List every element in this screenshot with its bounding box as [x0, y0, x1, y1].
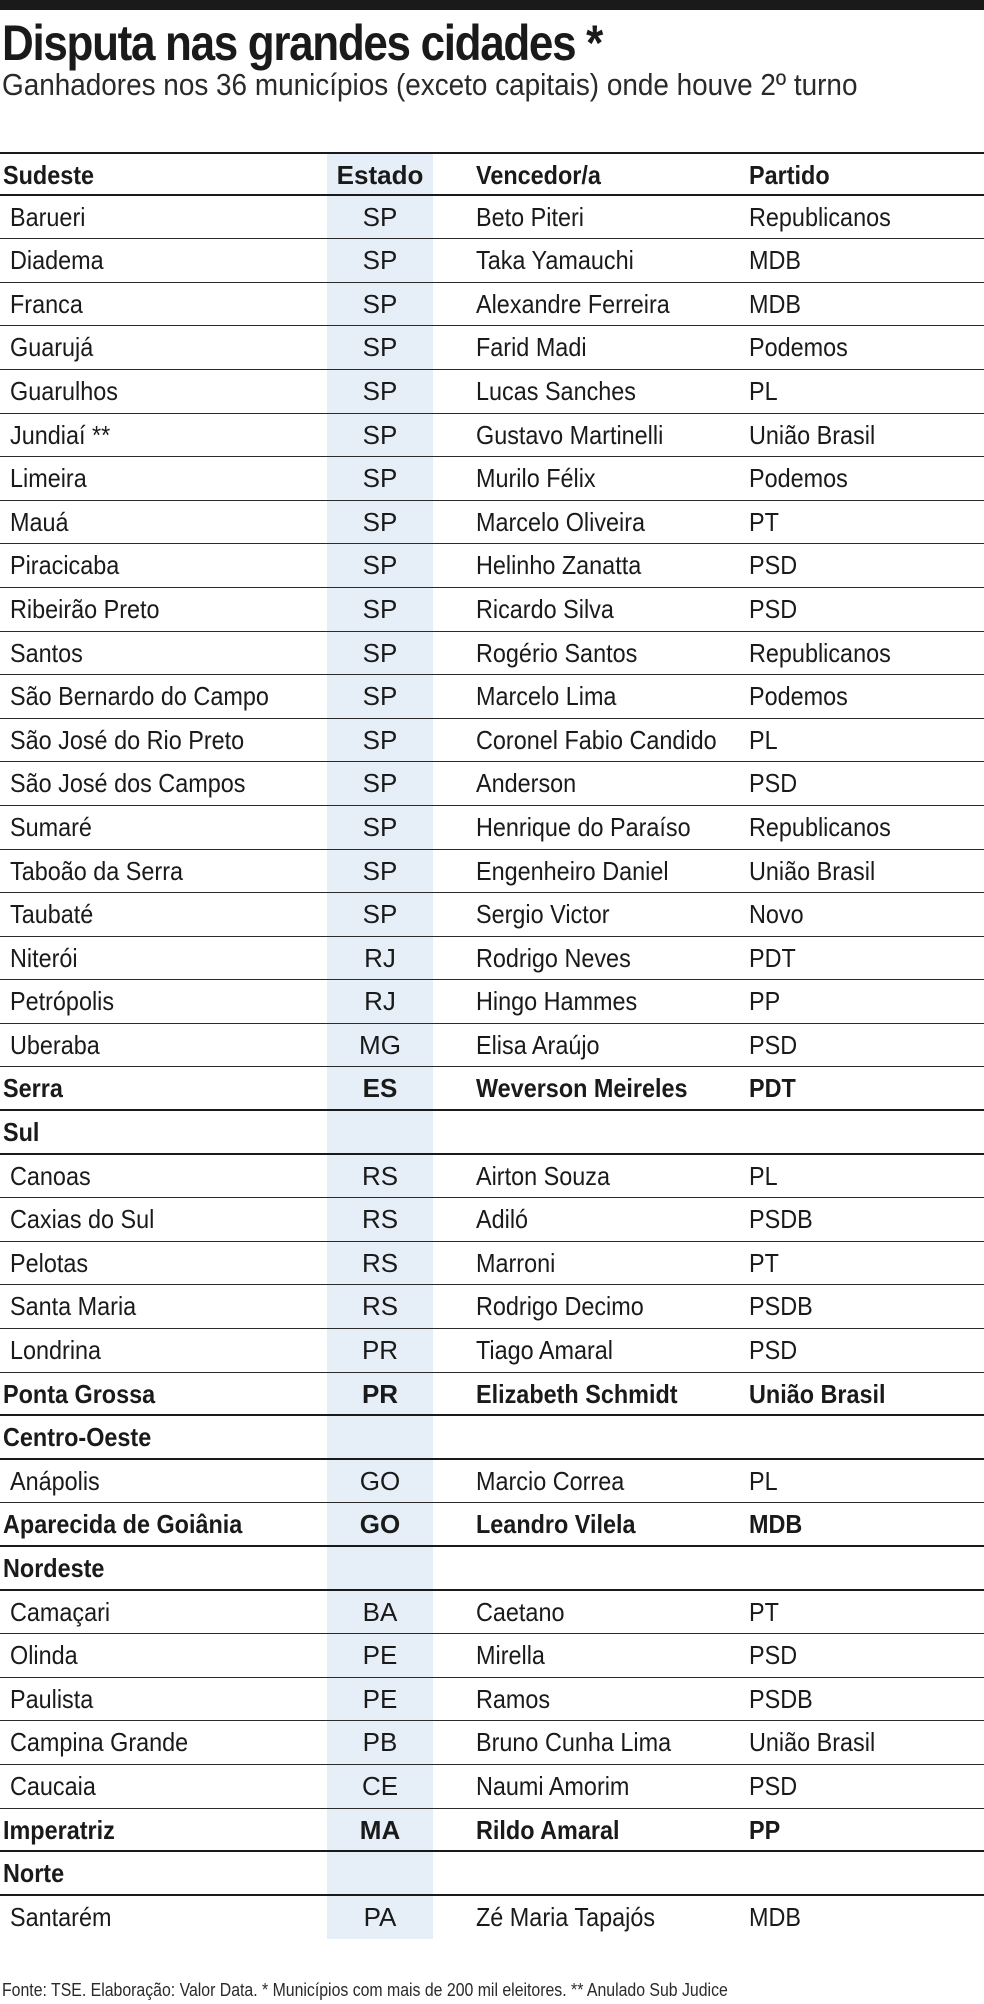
table-row	[0, 457, 984, 501]
table-row	[0, 1721, 984, 1765]
vencedor-cell: Rodrigo Decimo	[476, 1291, 644, 1322]
estado-cell: SP	[362, 463, 398, 494]
estado-cell: RJ	[364, 942, 396, 973]
partido-cell: Podemos	[749, 681, 848, 712]
table-row	[0, 1155, 984, 1199]
estado-cell: SP	[362, 855, 398, 886]
partido-cell: PSD	[749, 1029, 798, 1060]
municipio-cell: São Bernardo do Campo	[10, 681, 269, 712]
municipio-cell: São José do Rio Preto	[10, 724, 245, 755]
partido-cell: PP	[749, 986, 781, 1017]
table-row	[0, 1329, 984, 1373]
vencedor-cell: Gustavo Martinelli	[476, 419, 664, 450]
table-row	[0, 1503, 984, 1547]
vencedor-cell: Adiló	[476, 1204, 529, 1235]
estado-cell: PR	[361, 1378, 399, 1409]
estado-cell: RJ	[364, 986, 396, 1017]
municipio-cell: Olinda	[10, 1640, 78, 1671]
partido-cell: Republicanos	[749, 201, 891, 232]
region-name: Norte	[3, 1858, 65, 1889]
partido-cell: Podemos	[749, 463, 848, 494]
table-row	[0, 1242, 984, 1286]
partido-cell: MDB	[749, 1901, 802, 1932]
municipio-cell: Imperatriz	[3, 1814, 115, 1845]
region-name: Sudeste	[3, 160, 95, 190]
partido-cell: União Brasil	[749, 855, 876, 886]
partido-cell: PDT	[749, 942, 796, 973]
partido-cell: União Brasil	[749, 419, 876, 450]
estado-cell: RS	[361, 1160, 399, 1191]
table-row	[0, 239, 984, 283]
municipio-cell: Petrópolis	[10, 986, 115, 1017]
municipio-cell: Franca	[10, 288, 83, 319]
vencedor-cell: Marcelo Lima	[476, 681, 617, 712]
partido-cell: Republicanos	[749, 637, 891, 668]
vencedor-cell: Marroni	[476, 1247, 556, 1278]
vencedor-cell: Lucas Sanches	[476, 375, 637, 406]
partido-cell: MDB	[749, 288, 802, 319]
partido-cell: União Brasil	[749, 1378, 886, 1409]
table-row	[0, 1373, 984, 1417]
table-row	[0, 326, 984, 370]
partido-cell: PL	[749, 375, 778, 406]
municipio-cell: Uberaba	[10, 1029, 100, 1060]
municipio-cell: Guarujá	[10, 332, 94, 363]
region-header-row	[0, 1111, 984, 1155]
partido-cell: PL	[749, 1160, 778, 1191]
estado-cell: CE	[361, 1770, 399, 1801]
estado-cell: ES	[362, 1073, 398, 1104]
region-header-row	[0, 1547, 984, 1591]
table-header-row	[0, 152, 984, 196]
municipio-cell: Diadema	[10, 245, 104, 276]
municipio-cell: Campina Grande	[10, 1727, 189, 1758]
estado-cell: SP	[362, 681, 398, 712]
municipio-cell: Santarém	[10, 1901, 112, 1932]
estado-cell: RS	[361, 1247, 399, 1278]
estado-cell: RS	[361, 1291, 399, 1322]
partido-cell: PSD	[749, 1640, 798, 1671]
table-row	[0, 1024, 984, 1068]
partido-cell: PSDB	[749, 1204, 813, 1235]
vencedor-cell: Ricardo Silva	[476, 593, 614, 624]
municipio-cell: Caxias do Sul	[10, 1204, 155, 1235]
municipio-cell: Santa Maria	[10, 1291, 137, 1322]
partido-cell: União Brasil	[749, 1727, 876, 1758]
region-header-row	[0, 1416, 984, 1460]
municipio-cell: Pelotas	[10, 1247, 89, 1278]
vencedor-cell: Murilo Félix	[476, 463, 596, 494]
partido-cell: Republicanos	[749, 811, 891, 842]
region-header-row	[0, 1852, 984, 1896]
vencedor-cell: Sergio Victor	[476, 899, 610, 930]
estado-cell: PE	[362, 1683, 398, 1714]
estado-cell: BA	[362, 1596, 398, 1627]
column-header-partido: Partido	[749, 160, 830, 190]
table-row	[0, 632, 984, 676]
table-row	[0, 1634, 984, 1678]
municipio-cell: Camaçari	[10, 1596, 111, 1627]
table-row	[0, 937, 984, 981]
estado-cell: SP	[362, 899, 398, 930]
estado-cell: SP	[362, 768, 398, 799]
vencedor-cell: Caetano	[476, 1596, 565, 1627]
vencedor-cell: Rildo Amaral	[476, 1814, 620, 1845]
municipio-cell: Canoas	[10, 1160, 91, 1191]
estado-cell: RS	[361, 1204, 399, 1235]
municipio-cell: Londrina	[10, 1335, 102, 1366]
vencedor-cell: Mirella	[476, 1640, 545, 1671]
vencedor-cell: Zé Maria Tapajós	[476, 1901, 656, 1932]
municipio-cell: Paulista	[10, 1683, 94, 1714]
table-row	[0, 283, 984, 327]
vencedor-cell: Farid Madi	[476, 332, 587, 363]
partido-cell: PSD	[749, 550, 798, 581]
municipio-cell: São José dos Campos	[10, 768, 246, 799]
estado-cell: SP	[362, 332, 398, 363]
partido-cell: PSD	[749, 1335, 798, 1366]
estado-cell: SP	[362, 550, 398, 581]
table-row	[0, 1765, 984, 1809]
table-row	[0, 1678, 984, 1722]
vencedor-cell: Bruno Cunha Lima	[476, 1727, 672, 1758]
partido-cell: PT	[749, 506, 779, 537]
estado-cell: SP	[362, 506, 398, 537]
municipio-cell: Santos	[10, 637, 83, 668]
estado-cell: SP	[362, 419, 398, 450]
partido-cell: Podemos	[749, 332, 848, 363]
municipio-cell: Jundiaí **	[10, 419, 111, 450]
municipio-cell: Niterói	[10, 942, 78, 973]
column-header-vencedor: Vencedor/a	[476, 160, 601, 190]
estado-cell: MG	[359, 1029, 401, 1060]
table-row	[0, 893, 984, 937]
region-name: Nordeste	[3, 1553, 105, 1583]
estado-cell: PB	[362, 1727, 398, 1758]
municipio-cell: Taubaté	[10, 899, 94, 930]
vencedor-cell: Airton Souza	[476, 1160, 610, 1191]
table-row	[0, 414, 984, 458]
vencedor-cell: Engenheiro Daniel	[476, 855, 669, 886]
municipio-cell: Aparecida de Goiânia	[3, 1509, 243, 1540]
vencedor-cell: Taka Yamauchi	[476, 245, 634, 276]
vencedor-cell: Helinho Zanatta	[476, 550, 642, 581]
estado-cell: SP	[362, 593, 398, 624]
municipio-cell: Serra	[3, 1073, 63, 1104]
region-name: Sul	[3, 1117, 40, 1148]
municipio-cell: Limeira	[10, 463, 87, 494]
vencedor-cell: Elizabeth Schmidt	[476, 1378, 678, 1409]
estado-cell: SP	[362, 637, 398, 668]
partido-cell: PL	[749, 1465, 778, 1496]
estado-cell: SP	[362, 288, 398, 319]
partido-cell: PSD	[749, 768, 798, 799]
vencedor-cell: Leandro Vilela	[476, 1509, 636, 1540]
vencedor-cell: Ramos	[476, 1683, 551, 1714]
page-title: Disputa nas grandes cidades *	[2, 15, 602, 71]
estado-cell: GO	[359, 1509, 401, 1540]
table-row	[0, 675, 984, 719]
table-row	[0, 501, 984, 545]
estado-cell: GO	[359, 1465, 401, 1496]
partido-cell: PT	[749, 1596, 779, 1627]
partido-cell: PSDB	[749, 1291, 813, 1322]
table-row	[0, 370, 984, 414]
partido-cell: PT	[749, 1247, 779, 1278]
vencedor-cell: Naumi Amorim	[476, 1770, 630, 1801]
municipio-cell: Caucaia	[10, 1770, 96, 1801]
table-row	[0, 1198, 984, 1242]
estado-cell: SP	[362, 201, 398, 232]
estado-cell: MA	[359, 1814, 401, 1845]
vencedor-cell: Henrique do Paraíso	[476, 811, 691, 842]
municipio-cell: Sumaré	[10, 811, 92, 842]
municipio-cell: Ponta Grossa	[3, 1378, 156, 1409]
partido-cell: PSD	[749, 1770, 798, 1801]
municipio-cell: Ribeirão Preto	[10, 593, 160, 624]
municipio-cell: Taboão da Serra	[10, 855, 184, 886]
municipio-cell: Guarulhos	[10, 375, 118, 406]
table-row	[0, 1809, 984, 1853]
vencedor-cell: Anderson	[476, 768, 577, 799]
top-rule	[0, 0, 984, 10]
table-row	[0, 1067, 984, 1111]
footnote: Fonte: TSE. Elaboração: Valor Data. * Municípios com mais de 200 mil eleitores. ** Anulado Sub Judice	[2, 1980, 728, 2000]
table-row	[0, 980, 984, 1024]
table-row	[0, 196, 984, 240]
estado-cell: SP	[362, 375, 398, 406]
partido-cell: PDT	[749, 1073, 796, 1104]
estado-cell: SP	[362, 724, 398, 755]
partido-cell: MDB	[749, 1509, 803, 1540]
table-row	[0, 1896, 984, 1940]
table-row	[0, 1285, 984, 1329]
partido-cell: PSD	[749, 593, 798, 624]
vencedor-cell: Alexandre Ferreira	[476, 288, 670, 319]
results-table	[0, 152, 984, 1939]
vencedor-cell: Rodrigo Neves	[476, 942, 631, 973]
partido-cell: PSDB	[749, 1683, 813, 1714]
table-row	[0, 1591, 984, 1635]
vencedor-cell: Hingo Hammes	[476, 986, 638, 1017]
estado-cell: PE	[362, 1640, 398, 1671]
table-row	[0, 762, 984, 806]
municipio-cell: Barueri	[10, 201, 86, 232]
table-row	[0, 588, 984, 632]
table-row	[0, 806, 984, 850]
partido-cell: PL	[749, 724, 778, 755]
municipio-cell: Mauá	[10, 506, 69, 537]
partido-cell: PP	[749, 1814, 781, 1845]
vencedor-cell: Rogério Santos	[476, 637, 638, 668]
estado-cell: SP	[362, 811, 398, 842]
vencedor-cell: Tiago Amaral	[476, 1335, 613, 1366]
estado-cell: PR	[361, 1335, 399, 1366]
table-row	[0, 719, 984, 763]
vencedor-cell: Marcio Correa	[476, 1465, 625, 1496]
vencedor-cell: Weverson Meireles	[476, 1073, 688, 1104]
vencedor-cell: Marcelo Oliveira	[476, 506, 646, 537]
page-subtitle: Ganhadores nos 36 municípios (exceto capitais) onde houve 2º turno	[2, 67, 858, 102]
vencedor-cell: Elisa Araújo	[476, 1029, 600, 1060]
region-name: Centro-Oeste	[3, 1422, 152, 1453]
municipio-cell: Piracicaba	[10, 550, 120, 581]
partido-cell: MDB	[749, 245, 802, 276]
vencedor-cell: Coronel Fabio Candido	[476, 724, 717, 755]
estado-cell: SP	[362, 245, 398, 276]
table-row	[0, 850, 984, 894]
municipio-cell: Anápolis	[10, 1465, 100, 1496]
partido-cell: Novo	[749, 899, 804, 930]
vencedor-cell: Beto Piteri	[476, 201, 584, 232]
column-header-estado: Estado	[336, 160, 424, 190]
estado-cell: PA	[363, 1901, 397, 1932]
table-row	[0, 1460, 984, 1504]
table-row	[0, 544, 984, 588]
